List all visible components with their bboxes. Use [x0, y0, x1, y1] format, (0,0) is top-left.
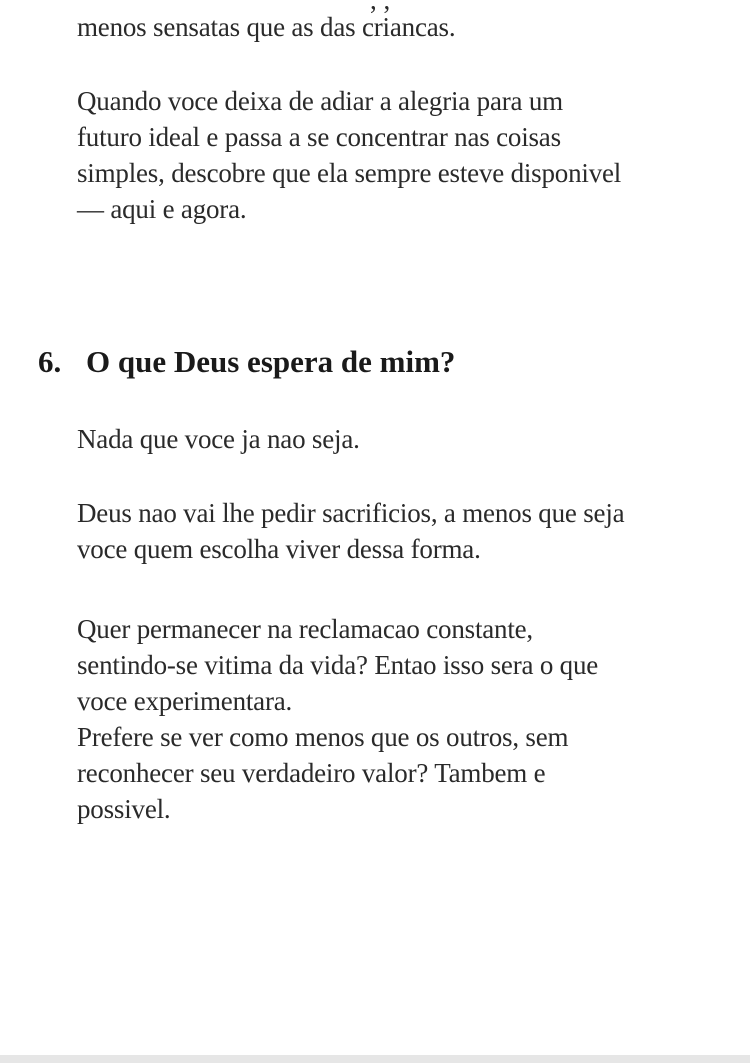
paragraph-line: Prefere se ver como menos que os outros, sem [77, 722, 569, 752]
paragraph-line: Quando voce deixa de adiar a alegria para um [77, 86, 563, 116]
paragraph-line: Quer permanecer na reclamacao constante, [77, 614, 533, 644]
paragraph-line: voce experimentara. [77, 686, 293, 716]
section-title: O que Deus espera de mim? [86, 344, 456, 379]
page-bottom-edge [0, 1055, 750, 1063]
cut-off-text-fragment: , , [370, 0, 391, 15]
paragraph-line: sentindo-se vitima da vida? Entao isso sera o que [77, 650, 599, 680]
paragraph-line: menos sensatas que as das criancas. [77, 12, 456, 42]
paragraph-line: Nada que voce ja nao seja. [77, 424, 360, 454]
paragraph-line: possivel. [77, 794, 171, 824]
paragraph-line: futuro ideal e passa a se concentrar nas coisas [77, 122, 561, 152]
section-number: 6. [38, 344, 62, 379]
paragraph-line: simples, descobre que ela sempre esteve disponivel [77, 158, 622, 188]
paragraph-line: Deus nao vai lhe pedir sacrificios, a menos que seja [77, 498, 625, 528]
paragraph-line: voce quem escolha viver dessa forma. [77, 534, 481, 564]
paragraph-line: — aqui e agora. [77, 194, 247, 224]
section-heading [38, 342, 455, 382]
paragraph-line: reconhecer seu verdadeiro valor? Tambem e [77, 758, 546, 788]
